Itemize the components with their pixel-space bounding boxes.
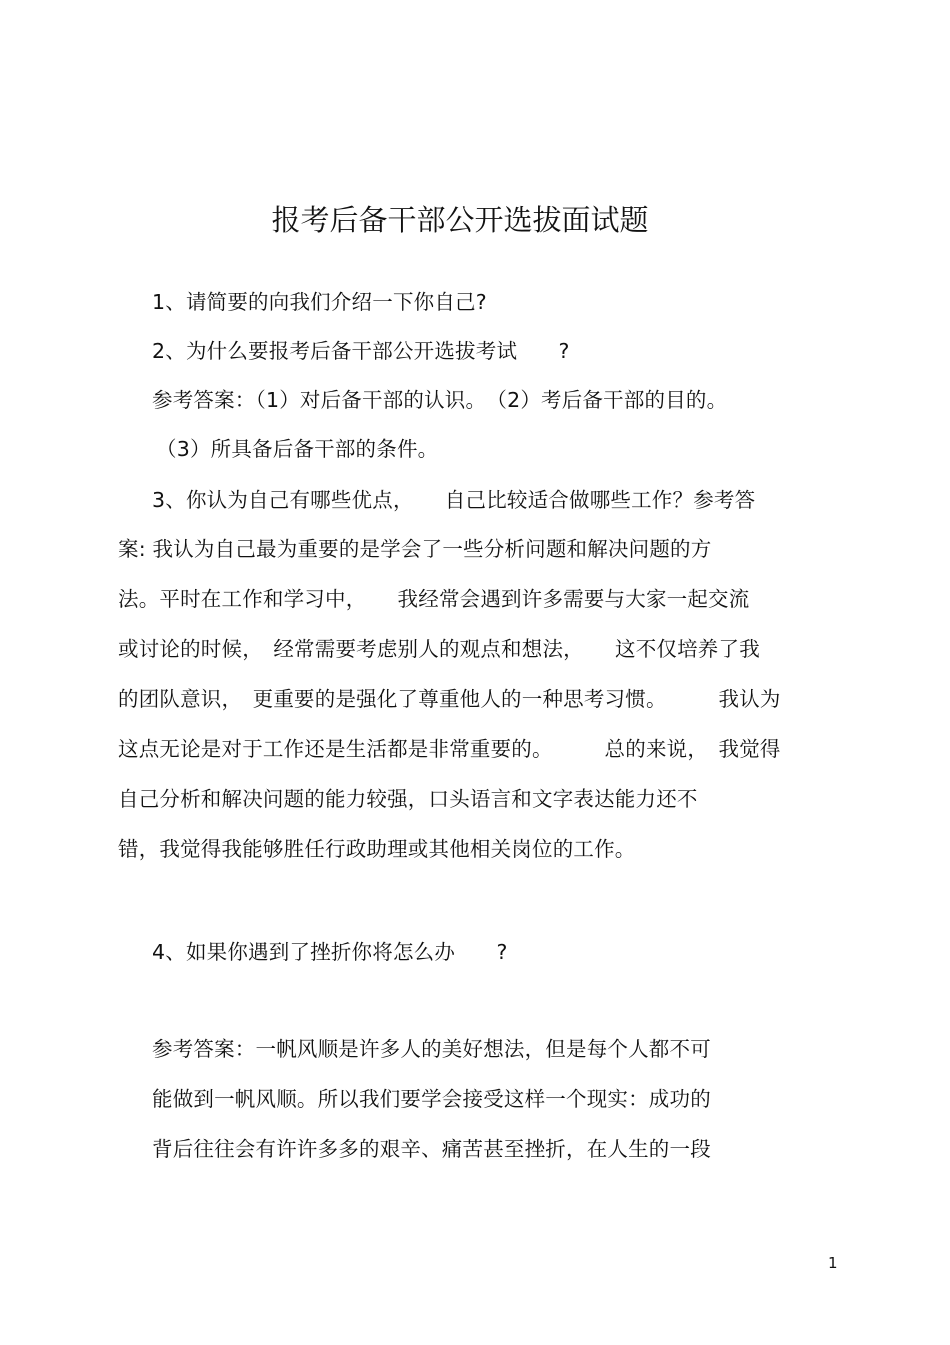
question-2: 2、为什么要报考后备干部公开选拔考试 ? [152,339,570,363]
answer-4-line-3: 背后往往会有许许多多的艰辛、痛苦甚至挫折，在人生的一段 [152,1137,711,1161]
answer-3-line-5: 这点无论是对于工作还是生活都是非常重要的。 总的来说， 我觉得 [118,737,781,761]
answer-4-line-2: 能做到一帆风顺。所以我们要学会接受这样一个现实：成功的 [152,1087,711,1111]
answer-4-line-1: 参考答案：一帆风顺是许多人的美好想法，但是每个人都不可 [152,1037,711,1061]
answer-3-line-4: 的团队意识， 更重要的是强化了尊重他人的一种思考习惯。 我认为 [118,687,781,711]
answer-3-line-6: 自己分析和解决问题的能力较强，口头语言和文字表达能力还不 [118,787,698,811]
document-title: 报考后备干部公开选拔面试题 [271,203,649,237]
page-number: 1 [828,1254,838,1272]
answer-3-line-1: 案: 我认为自己最为重要的是学会了一些分析问题和解决问题的方 [118,537,712,561]
question-3: 3、你认为自己有哪些优点， 自己比较适合做哪些工作？参考答 [152,488,756,512]
answer-3-line-3: 或讨论的时候， 经常需要考虑别人的观点和想法， 这不仅培养了我 [118,637,760,661]
question-1: 1、请简要的向我们介绍一下你自己? [152,290,487,314]
answer-3-line-2: 法。平时在工作和学习中， 我经常会遇到许多需要与大家一起交流 [118,587,750,611]
answer-2-line-1: 参考答案：（1）对后备干部的认识。 （2）考后备干部的目的。 [152,388,728,412]
answer-2-line-2: （3）所具备后备干部的条件。 [156,437,439,461]
answer-3-line-7: 错，我觉得我能够胜任行政助理或其他相关岗位的工作。 [118,837,636,861]
question-4: 4、如果你遇到了挫折你将怎么办 ? [152,940,508,964]
